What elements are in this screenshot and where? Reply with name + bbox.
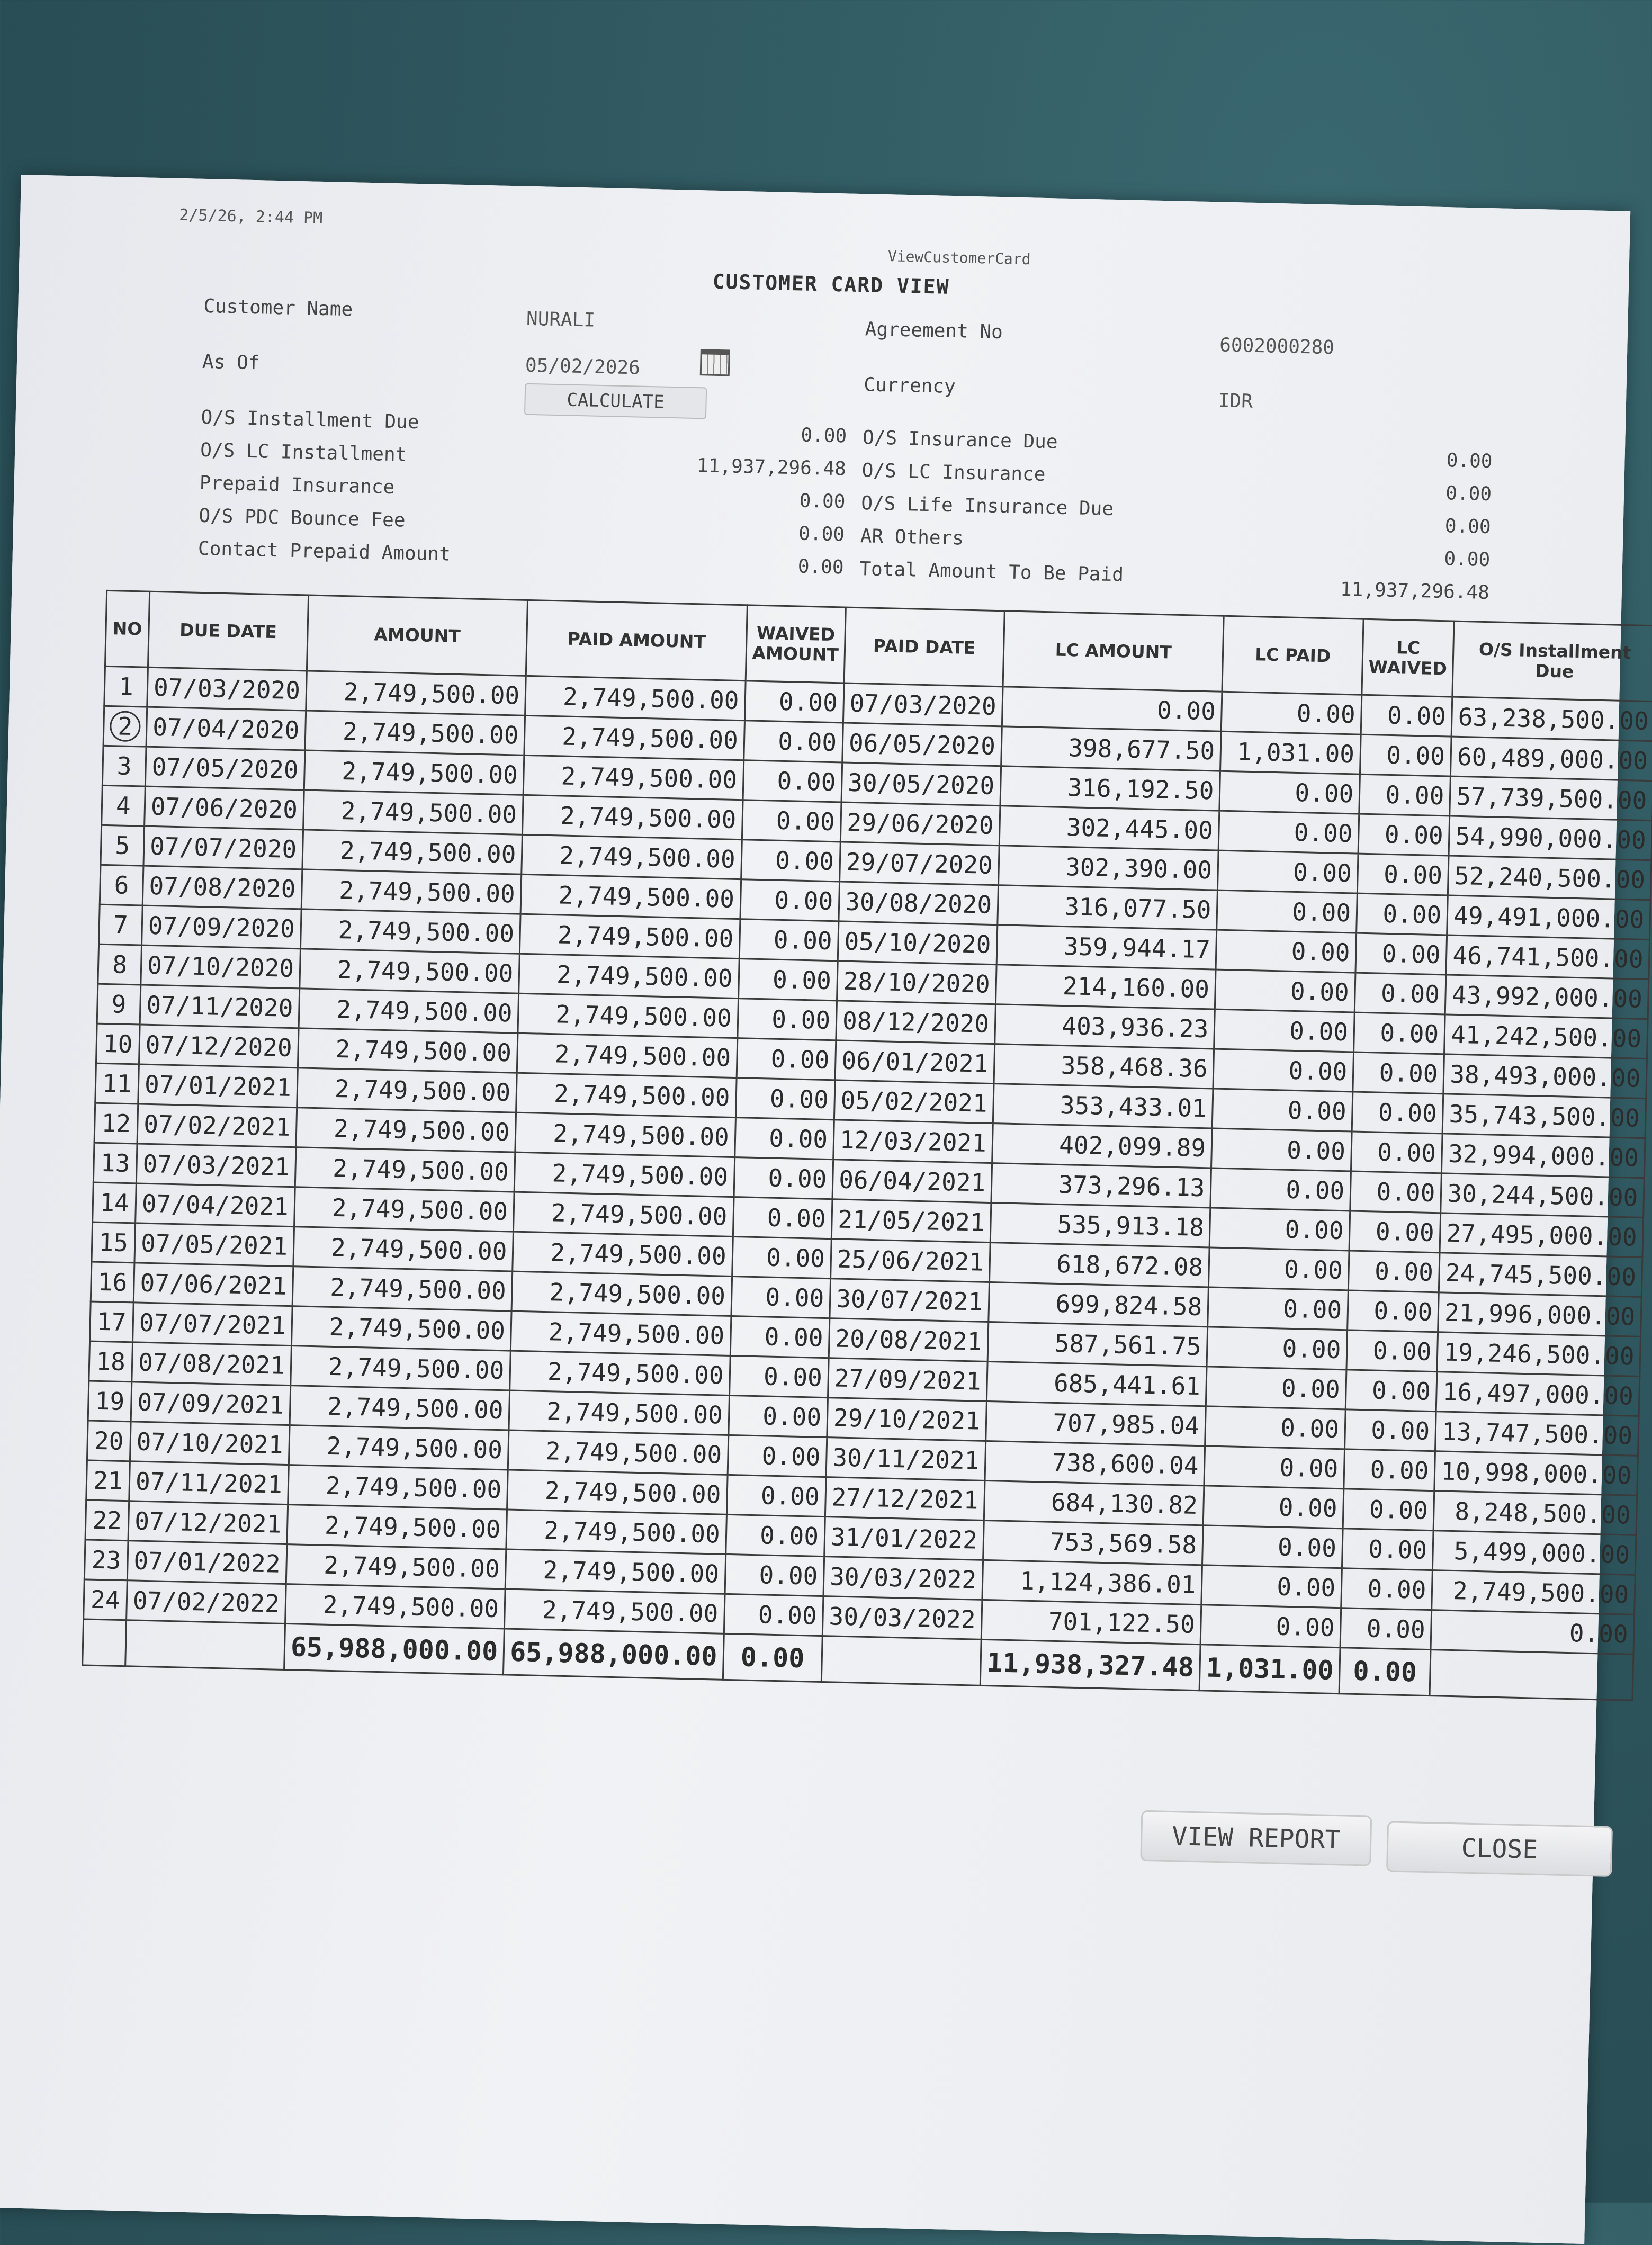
cell-no: 1 xyxy=(104,666,148,707)
cell-paid-amount: 2,749,500.00 xyxy=(514,1192,734,1236)
cell-lc-waived: 0.00 xyxy=(1361,695,1452,737)
cell-lc-waived: 0.00 xyxy=(1341,1568,1433,1610)
cell-lc-amount: 353,433.01 xyxy=(993,1084,1213,1128)
cell-lc-waived: 0.00 xyxy=(1354,1012,1446,1054)
cell-paid-amount: 2,749,500.00 xyxy=(518,993,738,1038)
total-waived-amount: 0.00 xyxy=(723,1633,822,1682)
cell-no: 20 xyxy=(87,1421,131,1461)
installment-schedule-table xyxy=(82,590,1652,1701)
cell-lc-paid: 0.00 xyxy=(1208,1287,1348,1330)
cell-lc-waived: 0.00 xyxy=(1350,1171,1442,1213)
total-amount: 65,988,000.00 xyxy=(284,1624,505,1675)
cell-paid-date: 21/05/2021 xyxy=(831,1199,991,1243)
total-no xyxy=(83,1619,127,1666)
cell-no: 16 xyxy=(91,1262,134,1303)
cell-amount: 2,749,500.00 xyxy=(294,1187,515,1232)
cell-amount: 2,749,500.00 xyxy=(302,830,523,874)
cell-paid-amount: 2,749,500.00 xyxy=(511,1311,731,1355)
cell-lc-amount: 302,445.00 xyxy=(999,806,1219,850)
cell-lc-waived: 0.00 xyxy=(1354,973,1446,1014)
total-due-date xyxy=(125,1620,285,1670)
cell-due-date: 07/06/2021 xyxy=(133,1263,293,1306)
summary-value-os-lc-insurance: 0.00 xyxy=(1445,482,1492,506)
cell-os-installment-due: 30,244,500.00 xyxy=(1441,1173,1645,1218)
cell-due-date: 07/04/2021 xyxy=(136,1183,295,1227)
cell-lc-paid: 0.00 xyxy=(1215,969,1355,1012)
cell-amount: 2,749,500.00 xyxy=(285,1584,505,1629)
cell-amount: 2,749,500.00 xyxy=(298,1028,518,1073)
agreement-no-value: 6002000280 xyxy=(1219,334,1335,359)
cell-os-installment-due: 49,491,000.00 xyxy=(1447,895,1651,940)
cell-waived-amount: 0.00 xyxy=(724,1594,823,1636)
cell-os-installment-due: 24,745,500.00 xyxy=(1439,1253,1643,1297)
cell-lc-paid: 0.00 xyxy=(1219,771,1360,814)
cell-waived-amount: 0.00 xyxy=(741,840,840,882)
summary-value-os-installment-due: 0.00 xyxy=(801,424,847,447)
cell-paid-amount: 2,749,500.00 xyxy=(520,874,741,919)
cell-waived-amount: 0.00 xyxy=(744,681,844,723)
column-header-lc-paid: LC PAID xyxy=(1222,616,1363,695)
cell-lc-waived: 0.00 xyxy=(1343,1489,1434,1531)
cell-paid-date: 20/08/2021 xyxy=(829,1318,989,1362)
cell-paid-amount: 2,749,500.00 xyxy=(520,914,740,958)
column-header-paid-amount: PAID AMOUNT xyxy=(526,600,747,680)
cell-no: 14 xyxy=(93,1182,137,1223)
cell-amount: 2,749,500.00 xyxy=(291,1346,511,1390)
cell-lc-paid: 0.00 xyxy=(1207,1327,1347,1370)
cell-lc-paid: 0.00 xyxy=(1209,1247,1349,1290)
cell-lc-amount: 398,677.50 xyxy=(1001,726,1222,771)
cell-lc-waived: 0.00 xyxy=(1348,1290,1439,1332)
cell-os-installment-due: 27,495,000.00 xyxy=(1440,1213,1644,1258)
cell-lc-paid: 0.00 xyxy=(1211,1128,1352,1171)
cell-lc-amount: 302,390.00 xyxy=(998,846,1218,890)
total-lc-paid: 1,031.00 xyxy=(1199,1645,1340,1694)
total-lc-amount: 11,938,327.48 xyxy=(980,1639,1200,1690)
cell-due-date: 07/10/2021 xyxy=(130,1422,290,1465)
column-header-lc-waived: LC WAIVED xyxy=(1362,619,1454,697)
cell-waived-amount: 0.00 xyxy=(743,721,843,762)
customer-name-label: Customer Name xyxy=(203,295,353,321)
cell-os-installment-due: 21,996,000.00 xyxy=(1438,1292,1642,1337)
view-report-button[interactable]: VIEW REPORT xyxy=(1140,1810,1372,1866)
column-header-lc-amount: LC AMOUNT xyxy=(1003,611,1224,692)
cell-lc-paid: 0.00 xyxy=(1213,1089,1353,1132)
cell-due-date: 07/03/2021 xyxy=(136,1144,296,1187)
page-source: ViewCustomerCard xyxy=(887,247,1031,268)
cell-waived-amount: 0.00 xyxy=(734,1157,833,1199)
cell-waived-amount: 0.00 xyxy=(735,1078,835,1120)
cell-os-installment-due: 16,497,000.00 xyxy=(1436,1372,1640,1416)
cell-no: 8 xyxy=(98,944,142,985)
cell-lc-paid: 1,031.00 xyxy=(1220,731,1361,774)
summary-value-os-life-insurance-due: 0.00 xyxy=(1444,515,1492,538)
cell-paid-date: 05/10/2020 xyxy=(838,921,998,965)
cell-due-date: 07/07/2021 xyxy=(133,1303,293,1346)
cell-lc-paid: 0.00 xyxy=(1204,1486,1344,1529)
cell-lc-amount: 316,077.50 xyxy=(998,885,1218,930)
column-header-waived-amount: WAIVED AMOUNT xyxy=(746,605,846,683)
cell-no: 7 xyxy=(99,904,143,945)
cell-no: 22 xyxy=(85,1500,129,1541)
cell-paid-amount: 2,749,500.00 xyxy=(523,795,743,839)
cell-due-date: 07/08/2020 xyxy=(142,866,302,909)
summary-value-os-lc-installment: 11,937,296.48 xyxy=(696,455,847,480)
cell-paid-date: 29/10/2021 xyxy=(827,1398,987,1441)
summary-label-ar-others: AR Others xyxy=(860,525,964,550)
cell-no: 13 xyxy=(93,1143,137,1183)
cell-lc-amount: 403,936.23 xyxy=(995,1004,1215,1049)
cell-paid-amount: 2,749,500.00 xyxy=(516,1073,737,1117)
summary-label-os-pdc-bounce-fee: O/S PDC Bounce Fee xyxy=(199,505,406,532)
cell-lc-paid: 0.00 xyxy=(1206,1367,1346,1409)
cell-paid-date: 30/03/2022 xyxy=(823,1557,983,1600)
cell-paid-amount: 2,749,500.00 xyxy=(507,1470,728,1514)
total-paid-date xyxy=(821,1636,981,1686)
print-timestamp: 2/5/26, 2:44 PM xyxy=(178,205,323,228)
cell-amount: 2,749,500.00 xyxy=(299,989,519,1033)
cell-due-date: 07/12/2021 xyxy=(128,1501,288,1544)
cell-paid-date: 30/07/2021 xyxy=(830,1279,990,1322)
cell-due-date: 07/09/2021 xyxy=(131,1382,291,1425)
cell-lc-paid: 0.00 xyxy=(1214,1009,1354,1052)
cell-lc-paid: 0.00 xyxy=(1205,1406,1345,1449)
cell-paid-date: 28/10/2020 xyxy=(837,961,997,1004)
cell-amount: 2,749,500.00 xyxy=(287,1505,507,1549)
cell-lc-paid: 0.00 xyxy=(1210,1168,1351,1211)
cell-waived-amount: 0.00 xyxy=(738,959,838,1001)
cell-amount: 2,749,500.00 xyxy=(301,869,522,914)
cell-os-installment-due: 54,990,000.00 xyxy=(1449,816,1652,860)
cell-lc-waived: 0.00 xyxy=(1351,1132,1443,1173)
cell-lc-waived: 0.00 xyxy=(1345,1370,1437,1412)
cell-lc-amount: 358,468.36 xyxy=(994,1044,1214,1089)
cell-lc-amount: 618,672.08 xyxy=(989,1243,1209,1287)
cell-no: 10 xyxy=(96,1023,140,1064)
cell-paid-date: 05/02/2021 xyxy=(834,1080,994,1124)
cell-due-date: 07/01/2021 xyxy=(138,1064,298,1108)
cell-waived-amount: 0.00 xyxy=(733,1197,832,1239)
cell-lc-amount: 373,296.13 xyxy=(991,1163,1211,1208)
cell-paid-amount: 2,749,500.00 xyxy=(525,676,746,720)
cell-paid-date: 27/09/2021 xyxy=(828,1358,987,1402)
column-header-due-date: DUE DATE xyxy=(148,591,308,671)
cell-lc-paid: 0.00 xyxy=(1218,850,1358,893)
summary-value-os-pdc-bounce-fee: 0.00 xyxy=(798,523,845,546)
cell-paid-date: 06/04/2021 xyxy=(832,1160,992,1203)
cell-waived-amount: 0.00 xyxy=(739,919,839,961)
summary-value-total-amount-to-be-paid: 11,937,296.48 xyxy=(1340,578,1490,604)
cell-lc-amount: 684,130.82 xyxy=(984,1480,1204,1525)
column-header-amount: AMOUNT xyxy=(307,595,527,676)
cell-paid-date: 30/05/2020 xyxy=(841,762,1001,806)
handwritten-circle-mark: 2 xyxy=(110,711,141,742)
summary-label-contact-prepaid-amount: Contact Prepaid Amount xyxy=(197,537,451,565)
cell-waived-amount: 0.00 xyxy=(740,879,840,921)
cell-amount: 2,749,500.00 xyxy=(297,1068,517,1112)
total-os-installment-due xyxy=(1430,1650,1633,1701)
summary-label-os-lc-insurance: O/S LC Insurance xyxy=(861,460,1046,486)
cell-lc-paid: 0.00 xyxy=(1216,930,1356,973)
cell-lc-waived: 0.00 xyxy=(1342,1529,1434,1570)
cell-lc-waived: 0.00 xyxy=(1345,1409,1436,1451)
cell-os-installment-due: 10,998,000.00 xyxy=(1434,1451,1638,1496)
cell-due-date: 07/05/2020 xyxy=(145,747,305,790)
summary-label-os-lc-installment: O/S LC Installment xyxy=(200,439,407,466)
cell-paid-date: 31/01/2022 xyxy=(824,1517,984,1560)
cell-lc-paid: 0.00 xyxy=(1204,1446,1344,1489)
cell-due-date: 07/03/2020 xyxy=(147,667,307,711)
summary-label-total-amount-to-be-paid: Total Amount To Be Paid xyxy=(859,558,1124,586)
cell-os-installment-due: 32,994,000.00 xyxy=(1442,1134,1646,1178)
column-header-no: NO xyxy=(105,590,149,667)
cell-os-installment-due: 52,240,500.00 xyxy=(1448,856,1652,900)
cell-os-installment-due: 5,499,000.00 xyxy=(1433,1531,1637,1575)
cell-lc-amount: 701,122.50 xyxy=(981,1600,1201,1644)
currency-label: Currency xyxy=(863,374,956,398)
cell-lc-amount: 1,124,386.01 xyxy=(982,1560,1202,1604)
cell-lc-waived: 0.00 xyxy=(1348,1251,1440,1292)
cell-lc-waived: 0.00 xyxy=(1344,1449,1435,1491)
cell-due-date: 07/06/2020 xyxy=(145,786,304,830)
cell-waived-amount: 0.00 xyxy=(737,1038,836,1080)
cell-paid-date: 08/12/2020 xyxy=(836,1001,996,1044)
cell-os-installment-due: 13,747,500.00 xyxy=(1435,1412,1639,1456)
currency-value: IDR xyxy=(1218,390,1253,412)
cell-lc-waived: 0.00 xyxy=(1357,854,1449,895)
cell-paid-amount: 2,749,500.00 xyxy=(508,1430,729,1475)
customer-name-value: NURALI xyxy=(526,308,596,331)
cell-paid-date: 12/03/2021 xyxy=(833,1120,993,1163)
summary-value-os-insurance-due: 0.00 xyxy=(1446,450,1493,473)
calculate-button[interactable]: CALCULATE xyxy=(524,383,707,419)
cell-amount: 2,749,500.00 xyxy=(290,1386,510,1430)
cell-os-installment-due: 35,743,500.00 xyxy=(1442,1094,1646,1138)
cell-waived-amount: 0.00 xyxy=(732,1237,831,1279)
cell-paid-date: 06/05/2020 xyxy=(842,723,1002,766)
cell-waived-amount: 0.00 xyxy=(734,1118,834,1160)
total-paid-amount: 65,988,000.00 xyxy=(504,1629,724,1680)
cell-paid-amount: 2,749,500.00 xyxy=(524,715,744,760)
cell-paid-date: 30/11/2021 xyxy=(826,1438,986,1481)
cell-lc-waived: 0.00 xyxy=(1353,1052,1444,1094)
cell-no: 15 xyxy=(92,1222,136,1263)
cell-paid-date: 06/01/2021 xyxy=(835,1040,995,1084)
cell-amount: 2,749,500.00 xyxy=(305,711,525,755)
cell-lc-amount: 214,160.00 xyxy=(995,965,1216,1009)
cell-lc-amount: 753,569.58 xyxy=(983,1520,1204,1565)
cell-lc-amount: 316,192.50 xyxy=(1000,766,1220,811)
cell-due-date: 07/10/2020 xyxy=(141,945,301,989)
cell-os-installment-due: 60,489,000.00 xyxy=(1451,737,1652,781)
cell-lc-paid: 0.00 xyxy=(1222,692,1362,734)
cell-lc-waived: 0.00 xyxy=(1340,1608,1432,1650)
cell-waived-amount: 0.00 xyxy=(730,1316,830,1358)
cell-amount: 2,749,500.00 xyxy=(296,1108,516,1152)
cell-no xyxy=(103,706,147,747)
as-of-label: As Of xyxy=(202,351,260,374)
printed-page xyxy=(0,175,1649,2244)
total-lc-waived: 0.00 xyxy=(1339,1648,1431,1696)
cell-paid-amount: 2,749,500.00 xyxy=(515,1112,735,1157)
cell-lc-paid: 0.00 xyxy=(1218,811,1359,854)
column-header-os-installment-due: O/S Installment Due xyxy=(1452,621,1652,702)
cell-paid-date: 25/06/2021 xyxy=(831,1239,991,1282)
cell-amount: 2,749,500.00 xyxy=(289,1425,509,1470)
cell-no: 4 xyxy=(102,785,146,826)
cell-lc-waived: 0.00 xyxy=(1346,1330,1438,1372)
cell-os-installment-due: 2,749,500.00 xyxy=(1432,1570,1636,1615)
cell-paid-date: 30/03/2022 xyxy=(822,1596,982,1640)
cell-no: 11 xyxy=(95,1063,139,1104)
cell-lc-amount: 402,099.89 xyxy=(992,1124,1213,1168)
cell-waived-amount: 0.00 xyxy=(728,1395,828,1437)
cell-due-date: 07/08/2021 xyxy=(132,1342,292,1386)
cell-lc-paid: 0.00 xyxy=(1209,1208,1350,1251)
cell-due-date: 07/12/2020 xyxy=(139,1025,299,1068)
cell-paid-amount: 2,749,500.00 xyxy=(523,755,743,800)
cell-due-date: 07/09/2020 xyxy=(142,905,302,949)
cell-due-date: 07/02/2021 xyxy=(137,1104,297,1147)
cell-os-installment-due: 63,238,500.00 xyxy=(1451,697,1652,741)
column-header-paid-date: PAID DATE xyxy=(844,607,1004,687)
cell-lc-amount: 685,441.61 xyxy=(986,1361,1207,1406)
cell-paid-date: 29/07/2020 xyxy=(840,842,1000,885)
cell-no: 6 xyxy=(100,865,143,905)
cell-lc-paid: 0.00 xyxy=(1217,890,1357,933)
summary-value-prepaid-insurance: 0.00 xyxy=(799,490,846,513)
summary-label-os-insurance-due: O/S Insurance Due xyxy=(862,427,1058,453)
cell-waived-amount: 0.00 xyxy=(742,800,841,842)
close-button[interactable]: CLOSE xyxy=(1386,1821,1613,1877)
cell-due-date: 07/02/2022 xyxy=(127,1581,286,1624)
cell-waived-amount: 0.00 xyxy=(737,999,837,1040)
summary-value-contact-prepaid-amount: 0.00 xyxy=(797,555,845,579)
summary-label-os-installment-due: O/S Installment Due xyxy=(201,406,419,434)
cell-paid-amount: 2,749,500.00 xyxy=(505,1589,725,1633)
cell-paid-amount: 2,749,500.00 xyxy=(519,954,739,998)
cell-paid-amount: 2,749,500.00 xyxy=(522,834,742,879)
cell-paid-amount: 2,749,500.00 xyxy=(514,1152,734,1197)
cell-no: 23 xyxy=(84,1540,128,1581)
cell-os-installment-due: 19,246,500.00 xyxy=(1437,1332,1641,1377)
cell-paid-amount: 2,749,500.00 xyxy=(509,1390,729,1435)
cell-paid-date: 29/06/2020 xyxy=(840,802,1000,846)
calendar-icon[interactable] xyxy=(700,349,730,376)
cell-amount: 2,749,500.00 xyxy=(288,1465,508,1510)
cell-waived-amount: 0.00 xyxy=(725,1514,825,1556)
cell-no: 21 xyxy=(86,1460,130,1501)
cell-lc-amount: 707,985.04 xyxy=(986,1401,1206,1445)
cell-due-date: 07/01/2022 xyxy=(127,1541,287,1584)
cell-paid-date: 30/08/2020 xyxy=(839,882,999,925)
cell-amount: 2,749,500.00 xyxy=(300,949,520,993)
cell-paid-date: 27/12/2021 xyxy=(825,1477,985,1521)
cell-lc-amount: 699,824.58 xyxy=(989,1282,1209,1327)
cell-lc-amount: 0.00 xyxy=(1002,687,1222,731)
cell-due-date: 07/07/2020 xyxy=(143,826,303,869)
cell-waived-amount: 0.00 xyxy=(743,760,842,802)
cell-lc-waived: 0.00 xyxy=(1357,893,1448,935)
cell-amount: 2,749,500.00 xyxy=(303,790,524,834)
cell-amount: 2,749,500.00 xyxy=(295,1147,515,1192)
cell-no: 3 xyxy=(102,746,146,786)
cell-paid-amount: 2,749,500.00 xyxy=(505,1549,725,1594)
cell-no: 17 xyxy=(90,1301,134,1342)
cell-os-installment-due: 0.00 xyxy=(1431,1610,1635,1655)
cell-amount: 2,749,500.00 xyxy=(300,909,520,954)
cell-paid-amount: 2,749,500.00 xyxy=(511,1271,732,1316)
cell-no: 12 xyxy=(94,1103,138,1144)
cell-lc-amount: 535,913.18 xyxy=(990,1203,1210,1247)
cell-waived-amount: 0.00 xyxy=(725,1554,824,1596)
cell-paid-amount: 2,749,500.00 xyxy=(517,1033,738,1077)
cell-lc-waived: 0.00 xyxy=(1358,814,1450,856)
cell-lc-waived: 0.00 xyxy=(1349,1211,1441,1253)
cell-paid-amount: 2,749,500.00 xyxy=(510,1351,730,1395)
cell-no: 9 xyxy=(97,984,141,1025)
cell-lc-paid: 0.00 xyxy=(1202,1525,1343,1568)
cell-paid-date: 07/03/2020 xyxy=(843,683,1003,726)
cell-lc-amount: 738,600.04 xyxy=(985,1441,1205,1485)
cell-amount: 2,749,500.00 xyxy=(306,671,526,715)
cell-paid-amount: 2,749,500.00 xyxy=(513,1232,733,1276)
cell-amount: 2,749,500.00 xyxy=(304,750,524,795)
cell-amount: 2,749,500.00 xyxy=(293,1227,514,1271)
cell-lc-amount: 587,561.75 xyxy=(987,1322,1208,1367)
cell-lc-waived: 0.00 xyxy=(1359,774,1451,816)
cell-no: 24 xyxy=(84,1579,128,1620)
summary-value-ar-others: 0.00 xyxy=(1444,548,1491,571)
cell-lc-waived: 0.00 xyxy=(1352,1092,1443,1134)
cell-no: 5 xyxy=(101,825,145,866)
cell-due-date: 07/11/2021 xyxy=(129,1461,289,1505)
cell-lc-paid: 0.00 xyxy=(1213,1049,1353,1092)
cell-due-date: 07/04/2020 xyxy=(146,707,306,750)
cell-lc-amount: 359,944.17 xyxy=(996,925,1217,969)
cell-os-installment-due: 38,493,000.00 xyxy=(1443,1054,1647,1099)
cell-lc-waived: 0.00 xyxy=(1355,933,1447,975)
cell-paid-amount: 2,749,500.00 xyxy=(506,1510,726,1554)
cell-lc-paid: 0.00 xyxy=(1200,1605,1341,1648)
cell-lc-paid: 0.00 xyxy=(1201,1565,1342,1608)
cell-os-installment-due: 46,741,500.00 xyxy=(1446,935,1650,980)
summary-label-prepaid-insurance: Prepaid Insurance xyxy=(199,472,395,499)
table-body xyxy=(83,666,1652,1700)
as-of-date-field[interactable]: 05/02/2026 xyxy=(525,354,641,379)
cell-os-installment-due: 57,739,500.00 xyxy=(1450,776,1652,821)
agreement-no-label: Agreement No xyxy=(865,318,1003,344)
cell-amount: 2,749,500.00 xyxy=(286,1544,506,1589)
cell-waived-amount: 0.00 xyxy=(726,1475,826,1516)
summary-label-os-life-insurance-due: O/S Life Insurance Due xyxy=(860,492,1114,520)
cell-waived-amount: 0.00 xyxy=(731,1276,831,1318)
cell-amount: 2,749,500.00 xyxy=(291,1306,511,1351)
cell-waived-amount: 0.00 xyxy=(728,1435,827,1477)
cell-due-date: 07/05/2021 xyxy=(134,1223,294,1267)
cell-waived-amount: 0.00 xyxy=(729,1355,829,1397)
cell-os-installment-due: 8,248,500.00 xyxy=(1433,1491,1637,1535)
cell-os-installment-due: 41,242,500.00 xyxy=(1444,1014,1648,1059)
page-title: CUSTOMER CARD VIEW xyxy=(712,270,950,299)
cell-no: 19 xyxy=(88,1381,132,1422)
cell-no: 18 xyxy=(89,1341,133,1382)
cell-os-installment-due: 43,992,000.00 xyxy=(1446,975,1649,1019)
cell-lc-waived: 0.00 xyxy=(1360,734,1452,776)
cell-amount: 2,749,500.00 xyxy=(292,1267,513,1311)
cell-due-date: 07/11/2020 xyxy=(140,985,300,1028)
